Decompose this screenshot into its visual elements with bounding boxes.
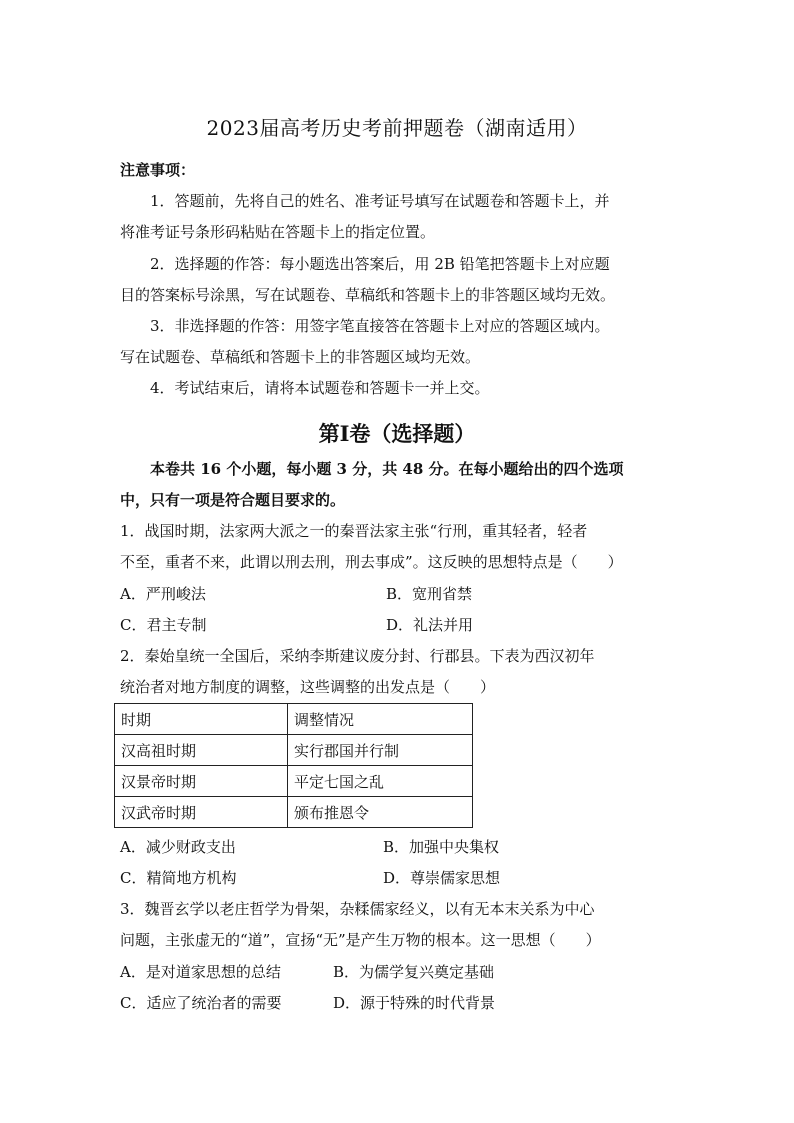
notice-item: 写在试题卷、草稿纸和答题卡上的非答题区域均无效。 — [120, 348, 481, 366]
question-1-option-b: B．宽刑省禁 — [386, 585, 473, 603]
table-header-cell: 时期 — [115, 704, 288, 735]
question-1-option-c: C．君主专制 — [120, 616, 207, 634]
question-2-option-a: A．减少财政支出 — [120, 838, 236, 856]
table-cell: 颁布推恩令 — [288, 797, 473, 828]
section-intro: 本卷共 16 个小题，每小题 3 分，共 48 分。在每小题给出的四个选项 — [150, 460, 624, 478]
question-2-option-c: C．精简地方机构 — [120, 869, 237, 887]
page-title: 2023届高考历史考前押题卷（湖南适用） — [206, 116, 588, 140]
question-2-option-d: D．尊崇儒家思想 — [383, 869, 501, 887]
table-cell: 平定七国之乱 — [288, 766, 473, 797]
question-1-stem: 不至，重者不来，此谓以刑去刑，刑去事成”。这反映的思想特点是（ ） — [120, 553, 623, 571]
question-1-option-a: A．严刑峻法 — [120, 585, 206, 603]
notice-item: 3．非选择题的作答：用签字笔直接答在答题卡上对应的答题区域内。 — [150, 317, 610, 335]
table-cell: 汉高祖时期 — [115, 735, 288, 766]
question-3-stem: 3．魏晋玄学以老庄哲学为骨架，杂糅儒家经义，以有无本末关系为中心 — [120, 900, 595, 918]
notice-item: 目的答案标号涂黑，写在试题卷、草稿纸和答题卡上的非答题区域均无效。 — [120, 286, 616, 304]
notice-item: 4．考试结束后，请将本试题卷和答题卡一并上交。 — [150, 379, 490, 397]
question-3-option-d: D．源于特殊的时代背景 — [333, 994, 496, 1012]
table-cell: 汉景帝时期 — [115, 766, 288, 797]
question-3-stem: 问题，主张虚无的“道”，宣扬“无”是产生万物的根本。这一思想（ ） — [120, 931, 601, 949]
table-row — [115, 735, 473, 766]
notice-item: 将准考证号条形码粘贴在答题卡上的指定位置。 — [120, 223, 436, 241]
notice-heading: 注意事项： — [120, 161, 196, 179]
section-intro: 中，只有一项是符合题目要求的。 — [120, 491, 346, 509]
table-header-row — [115, 704, 473, 735]
question-1-option-d: D．礼法并用 — [386, 616, 474, 634]
table-row — [115, 797, 473, 828]
question-3-option-a: A．是对道家思想的总结 — [120, 963, 281, 981]
section-title: 第Ⅰ卷（选择题） — [318, 421, 476, 446]
question-2-stem: 统治者对地方制度的调整，这些调整的出发点是（ ） — [120, 678, 496, 696]
question-1-stem: 1．战国时期，法家两大派之一的秦晋法家主张“行刑，重其轻者，轻者 — [120, 522, 588, 540]
notice-item: 1．答题前，先将自己的姓名、准考证号填写在试题卷和答题卡上，并 — [150, 192, 610, 210]
question-2-table — [114, 703, 473, 828]
table-row — [115, 766, 473, 797]
table-cell: 汉武帝时期 — [115, 797, 288, 828]
question-2-option-b: B．加强中央集权 — [383, 838, 500, 856]
question-3-option-b: B．为儒学复兴奠定基础 — [333, 963, 495, 981]
question-3-option-c: C．适应了统治者的需要 — [120, 994, 282, 1012]
table-header-cell: 调整情况 — [288, 704, 473, 735]
question-2-stem: 2．秦始皇统一全国后，采纳李斯建议废分封、行郡县。下表为西汉初年 — [120, 647, 595, 665]
table-cell: 实行郡国并行制 — [288, 735, 473, 766]
notice-item: 2．选择题的作答：每小题选出答案后，用 2B 铅笔把答题卡上对应题 — [150, 255, 610, 273]
